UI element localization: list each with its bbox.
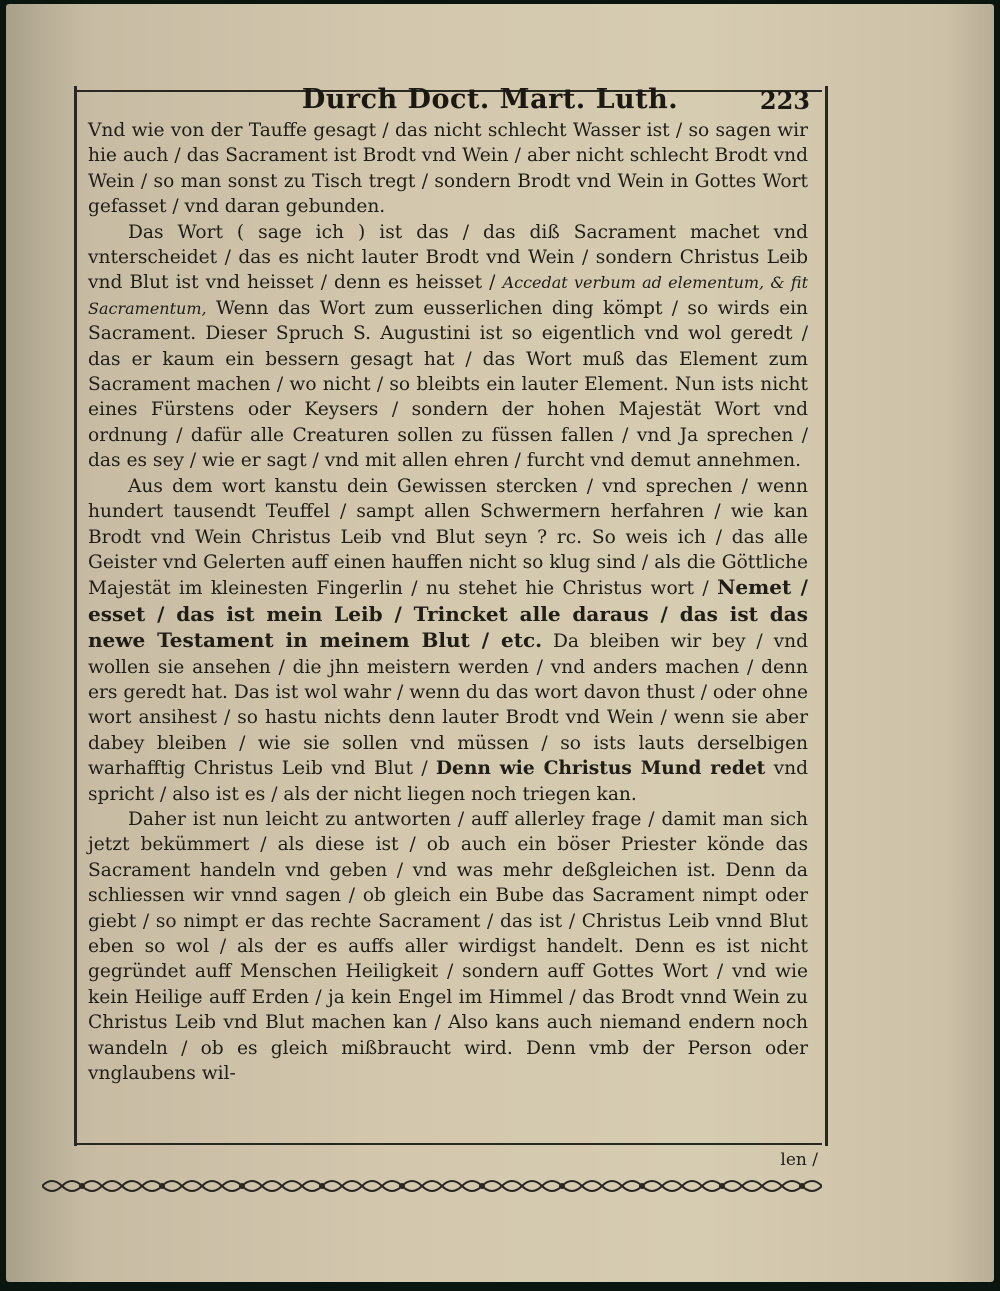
words-of-institution: Nemet / esset / das ist mein Leib / Trincket alle daraus / das ist das newe Testament in meinem Blut / etc. [88, 575, 808, 653]
catchword: len / [780, 1150, 818, 1170]
paragraph-4 [88, 807, 808, 1086]
bottom-rule [74, 1143, 822, 1145]
paragraph-3-text-a: Aus dem wort kanstu dein Gewissen stercken / vnd sprechen / wenn hundert tausendt Teuffel / sampt allen Schwermern herfahren / wie kan Brodt vnd Wein Christus Leib vnd Blut seyn ? rc. So weis ich / das alle Geister vnd Gelerten auff einen hauffen nicht so klug sind / als die Göttliche Majestät im kleinesten Fingerlin / nu stehet hie Christus wort / [88, 475, 808, 600]
page-header [90, 84, 818, 120]
paragraph-2-text-a: Das Wort ( sage ich ) ist das / das diß Sacrament machet vnd vnterscheidet / das es nicht lauter Brodt vnd Wein / sondern Christus Leib vnd Blut ist vnd heisset / denn es heisset / [88, 221, 808, 294]
paragraph-3-text-c: vnd spricht / also ist es / als der nicht liegen noch triegen kan. [88, 758, 808, 805]
ornament-border [42, 1176, 822, 1196]
paragraph-2-text-b: Wenn das Wort zum eusserlichen ding kömpt / so wirds ein Sacrament. Dieser Spruch S. Augustini ist so eigentlich vnd wol geredt / das er kaum ein bessern gesagt hat / das Wort muß das Element zum Sacrament machen / wo nicht / so bleibts ein lauter Element. Nun ists nicht eines Fürstens oder Keysers / sondern der hohen Majestät Wort vnd ordnung / dafür alle Creaturen sollen zu füssen fallen / vnd Ja sprechen / das es sey / wie er sagt / vnd mit allen ehren / furcht vnd demut annehmen. [88, 297, 808, 472]
body-text [88, 118, 808, 1086]
paragraph-3-text-b: Da bleiben wir bey / vnd wollen sie ansehen / die jhn meistern werden / vnd anders machen / denn ers geredt hat. Das ist wol wahr / wenn du das wort davon thust / oder ohne wort ansihest / so hastu nichts denn lauter Brodt vnd Wein / wenn sie aber dabey bleiben / wie sie sollen vnd müssen / so ists lauts derselbigen warhafftig Christus Leib vnd Blut / [88, 631, 808, 780]
paragraph-1: Vnd wie von der Tauffe gesagt / das nicht schlecht Wasser ist / so sagen wir hie auch / das Sacrament ist Brodt vnd Wein / aber nicht schlecht Brodt vnd Wein / so man sonst zu Tisch tregt / sondern Brodt vnd Wein in Gottes Wort gefasset / vnd daran gebunden. [88, 120, 808, 218]
paragraph-3 [88, 474, 808, 807]
emphasis-christ-mouth: Denn wie Christus Mund redet [435, 758, 766, 780]
paragraph-4-text-a: Daher ist nun leicht zu antworten / auff allerley frage / damit man sich jetzt bekümmert / als diese ist / ob auch ein böser Priester könde das Sacrament handeln vnd geben / vnd was mehr deßgleichen ist. Denn da schliessen wir vnnd sagen / ob gleich ein Bube das Sacrament nimpt oder giebt / so nimpt er das rechte Sacrament / das ist / Christus Leib vnnd Blut eben so wol / als der es auffs aller wirdigst handelt. [88, 808, 808, 957]
page-number: 223 [759, 86, 810, 115]
paragraph-2 [88, 220, 808, 474]
latin-quote: Accedat verbum ad elementum, & fit Sacramentum, [88, 273, 808, 318]
paragraph-4-text-b: Denn es ist nicht gegründet auff Menschen Heiligkeit / sondern auff Gottes Wort / vnd wie kein Heilige auff Erden / ja kein Engel im Himmel / das Brodt vnnd Wein zu Christus Leib vnd Blut machen kan / Also kans auch niemand endern noch wandeln / ob es gleich mißbraucht wird. Denn vmb der Person oder vnglaubens wil- [88, 936, 808, 1085]
running-head: Durch Doct. Mart. Luth. [301, 84, 679, 115]
